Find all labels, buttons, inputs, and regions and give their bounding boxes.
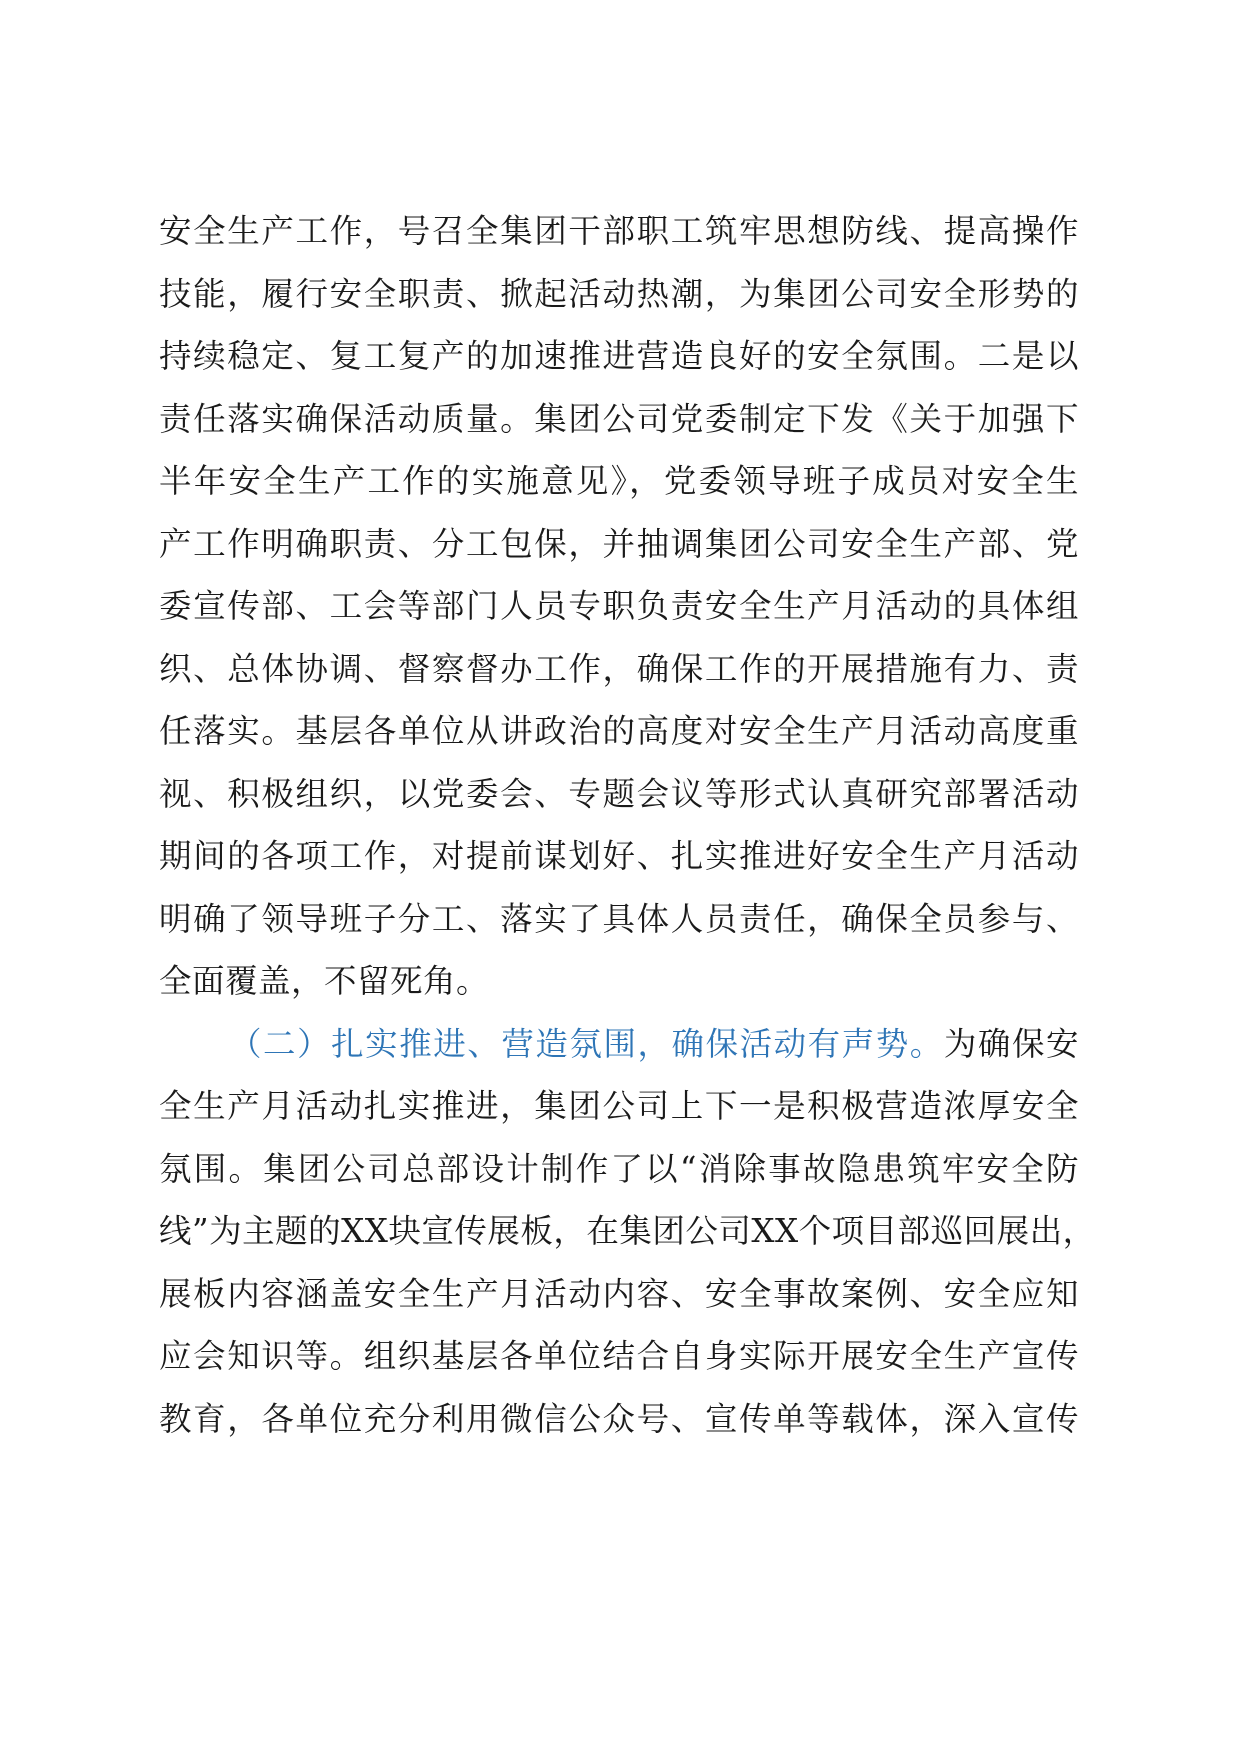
paragraph-line: 线”为主题的XX块宣传展板，在集团公司XX个项目部巡回展出，: [159, 1212, 1096, 1250]
paragraph-line: 全生产月活动扎实推进，集团公司上下一是积极营造浓厚安全: [159, 1087, 1079, 1125]
paragraph-line: 持续稳定、复工复产的加速推进营造良好的安全氛围。二是以: [159, 337, 1079, 375]
paragraph-line: 视、积极组织，以党委会、专题会议等形式认真研究部署活动: [159, 774, 1079, 813]
paragraph-line: 技能，履行安全职责、掀起活动热潮，为集团公司安全形势的: [159, 274, 1079, 313]
section-heading-tail: 为确保安: [943, 1024, 1079, 1063]
paragraph-line: 教育，各单位充分利用微信公众号、宣传单等载体，深入宣传: [159, 1399, 1079, 1438]
section-heading: （二）扎实推进、营造氛围，确保活动有声势。: [229, 1024, 944, 1063]
paragraph-line: 委宣传部、工会等部门人员专职负责安全生产月活动的具体组: [159, 587, 1079, 625]
paragraph-line: 半年安全生产工作的实施意见》，党委领导班子成员对安全生: [159, 462, 1079, 500]
paragraph-line: 全面覆盖，不留死角。: [159, 962, 490, 1000]
paragraph-line: 责任落实确保活动质量。集团公司党委制定下发《关于加强下: [159, 399, 1079, 438]
paragraph-line: 展板内容涵盖安全生产月活动内容、安全事故案例、安全应知: [159, 1274, 1079, 1313]
paragraph-line: 氛围。集团公司总部设计制作了以“消除事故隐患筑牢安全防: [159, 1149, 1079, 1188]
paragraph-line: 期间的各项工作，对提前谋划好、扎实推进好安全生产月活动: [159, 837, 1079, 875]
paragraph-line: 明确了领导班子分工、落实了具体人员责任，确保全员参与、: [159, 899, 1079, 938]
paragraph-line: 织、总体协调、督察督办工作，确保工作的开展措施有力、责: [159, 649, 1079, 688]
paragraph-line: 应会知识等。组织基层各单位结合自身实际开展安全生产宣传: [159, 1337, 1079, 1375]
paragraph-line: 任落实。基层各单位从讲政治的高度对安全生产月活动高度重: [159, 712, 1079, 750]
section-heading-line: [159, 1020, 1079, 1083]
paragraph-line: 产工作明确职责、分工包保，并抽调集团公司安全生产部、党: [159, 524, 1079, 563]
document-body: [159, 207, 1096, 1457]
paragraph-line: 安全生产工作，号召全集团干部职工筑牢思想防线、提高操作: [159, 212, 1079, 250]
